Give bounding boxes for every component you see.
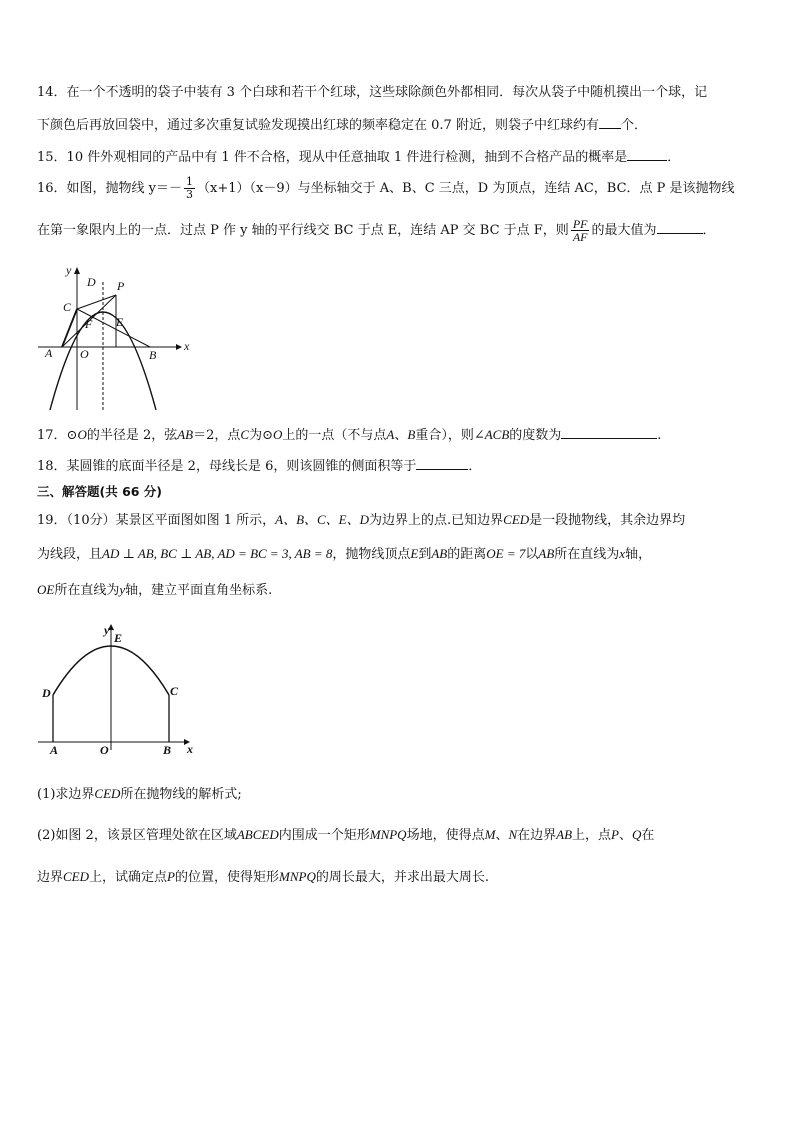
q19-conditions: AD ⊥ AB, BC ⊥ AB, AD = BC = 3, AB = 8 <box>102 546 333 561</box>
q16-ratio-den: AF <box>572 230 588 244</box>
section-3-text: 三、解答题(共 66 分) <box>37 484 163 499</box>
q16-ratio <box>571 218 590 243</box>
q19-line3 <box>37 580 272 601</box>
q19-text3a: 所在直线为 <box>54 583 120 598</box>
q17-text-g: 重合），则 <box>415 428 474 443</box>
q18-line <box>37 455 481 477</box>
q17-circle-o: ⊙O <box>66 427 87 442</box>
q16-parabola <box>50 312 156 410</box>
q19-ced: CED <box>503 512 530 527</box>
q14-answer-blank <box>599 114 621 129</box>
q19-oe-value: OE = 7 <box>486 546 526 561</box>
q16-label-b: B <box>149 348 157 362</box>
q19-p2-text-h: 在 <box>641 828 655 843</box>
q19-text2g: 轴， <box>625 547 652 562</box>
q19-p3-p: P <box>167 869 175 884</box>
q19-p3-text-d: 的周长最大，并求出最大周长. <box>315 870 489 885</box>
q19-vertex-e: E <box>410 546 419 561</box>
q19-p1-text-a: (1)求边界 <box>37 787 95 802</box>
q17-end: . <box>657 428 662 443</box>
q18-text: 18．某圆锥的底面半径是 2，母线长是 6，则该圆锥的侧面积等于 <box>37 459 417 474</box>
q19-p1-ced: CED <box>94 786 121 801</box>
q19-p3-text-c: 的位置，使得矩形 <box>174 870 279 885</box>
q19-label-b: B <box>163 743 172 757</box>
q16-text1b: （x+1）（x－9）与坐标轴交于 A、B、C 三点，D 为顶点，连结 AC，BC．点 P 是该抛物线 <box>197 181 735 196</box>
q16-answer-blank <box>657 219 703 234</box>
q19-p2-m: M <box>484 827 496 842</box>
q16-text2b: 的最大值为 <box>591 223 657 238</box>
q16-parabola-figure <box>36 262 196 412</box>
q19-p2-q: Q <box>632 827 642 842</box>
q19-p2-text-g: 、 <box>619 828 633 843</box>
q17-circle-o2: ⊙O <box>262 427 283 442</box>
q17-text-b: 的半径是 2，弦 <box>86 428 178 443</box>
q17-point-b: B <box>407 427 416 442</box>
q15-text: 15．10 件外观相同的产品中有 1 件不合格，现从中任意抽取 1 件进行检测，抽到不合格产品的概率是 <box>37 150 628 165</box>
q16-label-e: E <box>116 315 124 329</box>
q16-end: ． <box>702 223 716 238</box>
q15-line <box>37 146 680 168</box>
q19-text2a: 为线段，且 <box>37 547 103 562</box>
q16-label-y: y <box>66 263 72 277</box>
q17-answer-blank <box>561 424 657 439</box>
q19-label-e: E <box>114 631 123 645</box>
q19-text2c: 到 <box>418 547 432 562</box>
q17-text-f: 、 <box>394 428 408 443</box>
q19-text1b: 为边界上的点.已知边界 <box>369 513 504 528</box>
q19-text2e: 以 <box>525 547 539 562</box>
q14-line2 <box>37 114 647 136</box>
q19-y: y <box>119 582 126 597</box>
q19-p2-n: N <box>508 827 518 842</box>
q19-p2-text-a: (2)如图 2，该景区管理处欲在区域 <box>37 828 237 843</box>
q16-ratio-num: PF <box>572 217 588 231</box>
q19-p2-text-b: 内围成一个矩形 <box>278 828 370 843</box>
q19-p2-p: P <box>611 827 619 842</box>
q16-label-o: O <box>80 347 89 361</box>
q19-figure-1 <box>36 620 206 760</box>
q19-text1a: 19．（10分）某景区平面图如图 1 所示， <box>37 513 276 528</box>
q16-line2 <box>37 218 716 243</box>
q19-line2 <box>37 544 651 565</box>
q19-p1-text-b: 所在抛物线的解析式; <box>120 787 242 802</box>
q17-chord-ab: AB <box>177 427 194 442</box>
q16-label-a: A <box>45 346 53 360</box>
q19-p3-mnpq: MNPQ <box>279 869 316 884</box>
q19-label-y: y <box>104 623 110 637</box>
q16-frac-den: 3 <box>186 188 194 201</box>
q19-part2-line1 <box>37 825 654 846</box>
q19-part1 <box>37 784 242 805</box>
q19-p2-text-c: 场地，使得点 <box>406 828 485 843</box>
q16-text1a: 16．如图，抛物线 y＝－ <box>37 181 183 196</box>
q16-x-arrow-icon <box>176 344 182 350</box>
q18-end: ． <box>468 459 482 474</box>
q19-p2-mnpq: MNPQ <box>369 827 407 842</box>
q19-text2b: ，抛物线顶点 <box>332 547 411 562</box>
q16-frac-num: 1 <box>186 175 194 188</box>
q15-answer-blank <box>627 146 667 161</box>
q17-text-e: 上的一点（不与点 <box>282 428 387 443</box>
q18-answer-blank <box>416 455 468 470</box>
q19-points: A、B、C、E、D <box>275 512 370 527</box>
q17-text-c: ＝2，点 <box>193 428 241 443</box>
q16-label-x: x <box>184 339 190 353</box>
q17-text-h: 的度数为 <box>509 428 562 443</box>
q19-p3-text-b: 上，试确定点 <box>89 870 168 885</box>
q19-p3-text-a: 边界 <box>37 870 64 885</box>
q14-end: 个． <box>620 118 647 133</box>
q16-fraction <box>184 176 195 201</box>
q14-line1 <box>37 83 707 103</box>
q19-label-a: A <box>50 743 59 757</box>
q19-ab2: AB <box>538 546 555 561</box>
q16-label-c: C <box>63 300 72 314</box>
q17-point-a: A <box>386 427 395 442</box>
q16-segment-cp <box>77 295 116 309</box>
q19-x: x <box>619 546 626 561</box>
q19-oe: OE <box>37 582 55 597</box>
q16-label-d: D <box>87 275 96 289</box>
q15-end: ． <box>667 150 681 165</box>
q19-text2f: 所在直线为 <box>554 547 620 562</box>
q19-p2-text-d: 、 <box>495 828 509 843</box>
q19-p2-text-e: 在边界 <box>517 828 557 843</box>
section-3-heading <box>37 482 162 502</box>
q17-text-d: 为 <box>249 428 263 443</box>
q16-text2a: 在第一象限内上的一点．过点 P 作 y 轴的平行线交 BC 于点 E，连结 AP 交 BC 于点 F，则 <box>37 223 569 238</box>
q14-text1: 14．在一个不透明的袋子中装有 3 个白球和若干个红球，这些球除颜色外都相同．每次从袋子中随机摸出一个球，记 <box>37 85 708 100</box>
q17-number: 17． <box>37 428 67 443</box>
q19-label-x: x <box>187 742 193 756</box>
q19-label-d: D <box>42 686 51 700</box>
q17-point-c: C <box>240 427 250 442</box>
q19-p2-ab: AB <box>556 827 573 842</box>
q19-ab: AB <box>431 546 448 561</box>
q19-line1 <box>37 510 685 531</box>
q19-part2-line2 <box>37 867 489 888</box>
q19-label-c: C <box>170 684 179 698</box>
q17-angle-acb: ∠ACB <box>473 427 510 442</box>
q14-text2: 下颜色后再放回袋中，通过多次重复试验发现摸出红球的频率稳定在 0.7 附近，则袋子中红球约有 <box>37 118 599 133</box>
q19-p2-abced: ABCED <box>236 827 279 842</box>
q16-line1 <box>37 176 735 201</box>
q19-p3-ced: CED <box>63 869 90 884</box>
q16-label-p: P <box>117 279 125 293</box>
q19-text3b: 轴，建立平面直角坐标系. <box>125 583 273 598</box>
q17-line <box>37 424 661 446</box>
q16-y-arrow-icon <box>74 267 80 274</box>
q19-label-o: O <box>100 743 109 757</box>
q19-p2-text-f: 上，点 <box>572 828 612 843</box>
q16-label-f: F <box>85 317 93 331</box>
q19-text1c: 是一段抛物线，其余边界均 <box>529 513 686 528</box>
q19-text2d: 的距离 <box>447 547 487 562</box>
